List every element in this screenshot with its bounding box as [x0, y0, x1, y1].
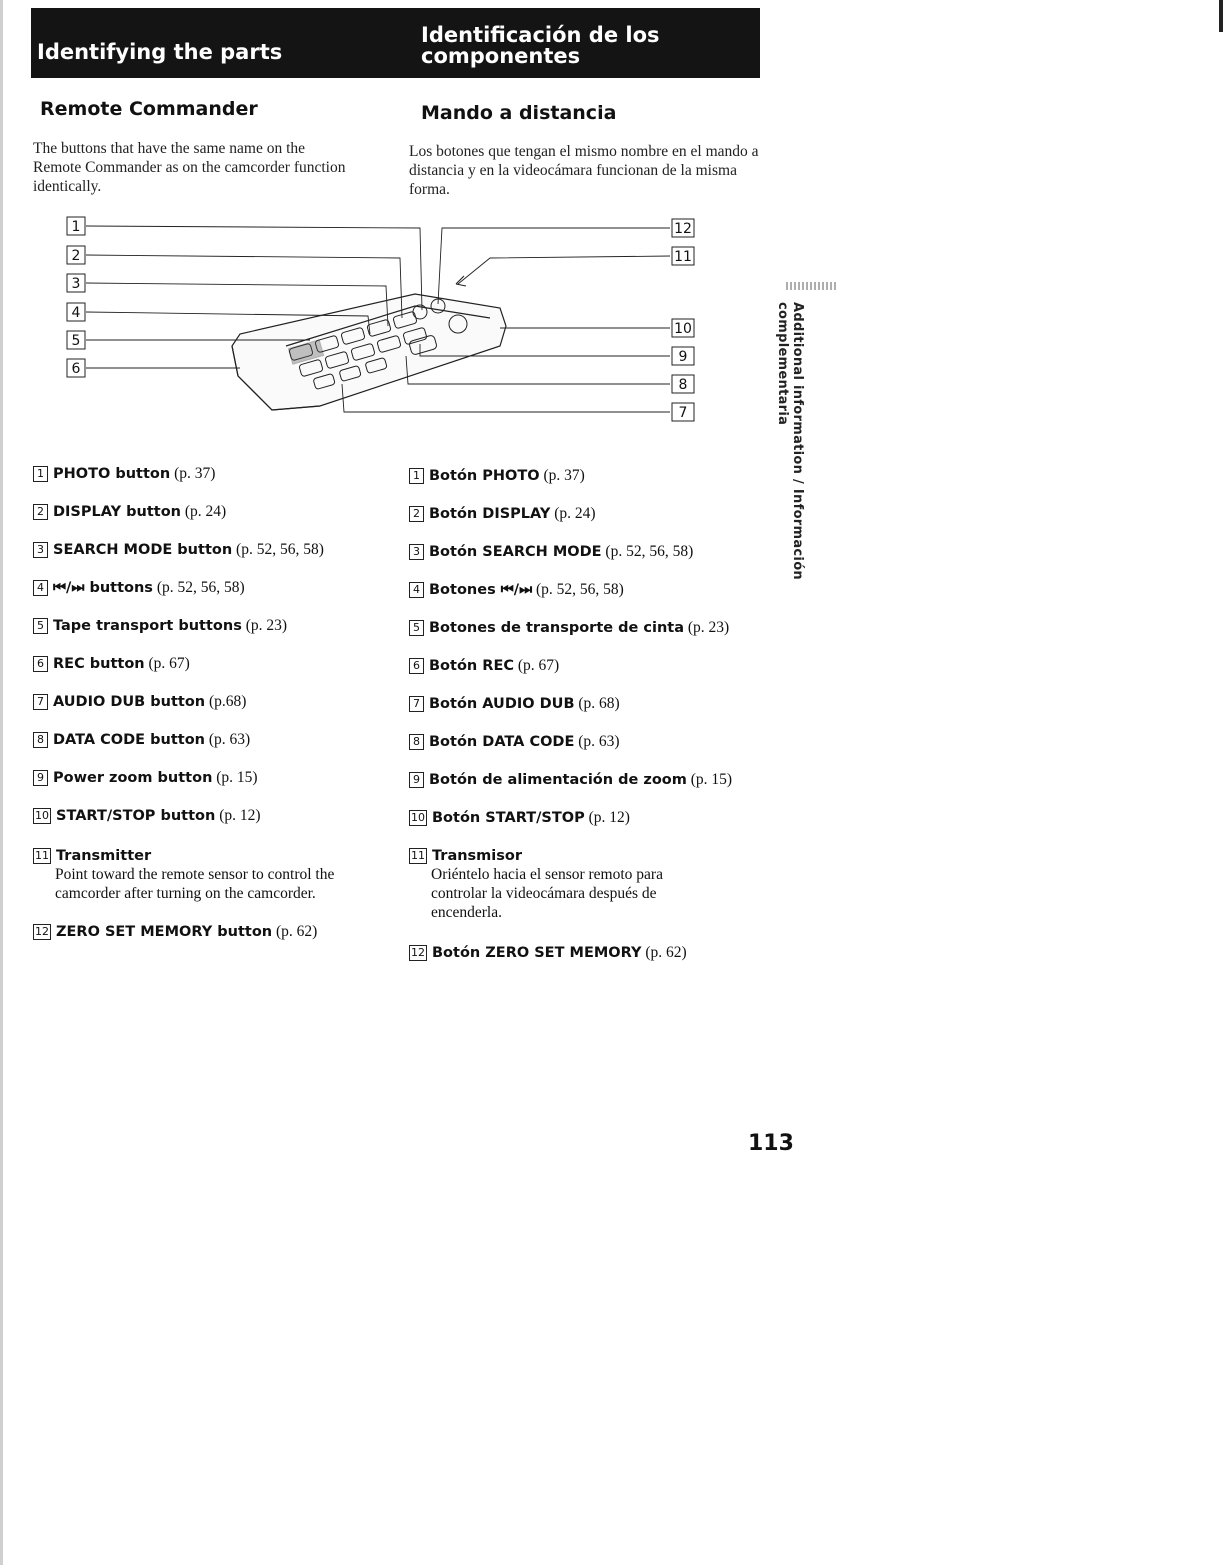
callout-right-11: [672, 247, 694, 265]
item-number: 6: [409, 658, 424, 674]
item-label: Botón DISPLAY: [429, 506, 551, 522]
item-label: DATA CODE button: [53, 732, 205, 748]
item-label: Tape transport buttons: [53, 618, 242, 634]
item-number: 8: [409, 734, 424, 750]
item-number: 3: [409, 544, 424, 560]
item-label: Botón PHOTO: [429, 468, 540, 484]
heading-remote-commander: Remote Commander: [40, 98, 258, 120]
item-number: 11: [35, 849, 49, 862]
item-number: 4: [409, 582, 424, 598]
list-item: [409, 847, 709, 922]
item-label: Botón DATA CODE: [429, 734, 575, 750]
item-number: 10: [411, 811, 425, 824]
list-item: [409, 695, 620, 713]
item-page-ref: (p. 23): [245, 617, 288, 634]
item-page-ref: (p. 23): [687, 619, 730, 636]
callout-left-1: [67, 217, 85, 235]
list-item: [33, 693, 246, 711]
item-number: 4: [33, 580, 48, 596]
item-number: 1: [33, 466, 48, 482]
item-label: Botón ZERO SET MEMORY: [432, 945, 642, 961]
callout-left-4: [67, 303, 85, 321]
item-page-ref: (p.68): [209, 693, 247, 710]
callout-left-2-label: 2: [71, 248, 81, 264]
item-page-ref: (p. 67): [517, 657, 560, 674]
list-item: [409, 543, 693, 561]
item-number: 5: [409, 620, 424, 636]
item-label: ZERO SET MEMORY button: [56, 924, 273, 940]
list-item: [33, 617, 287, 635]
list-item: [409, 771, 732, 789]
list-item: [33, 541, 324, 559]
item-page-ref: (p. 62): [645, 944, 687, 961]
item-number: 3: [33, 542, 48, 558]
callout-left-2: [67, 246, 85, 264]
crop-mark: [1219, 0, 1223, 32]
callout-right-12-label: 12: [674, 221, 692, 237]
item-number: 8: [33, 732, 48, 748]
list-item: [409, 467, 585, 485]
item-label: Botones de transporte de cinta: [429, 620, 684, 636]
list-item: [33, 579, 245, 597]
item-number: 12: [411, 946, 425, 959]
item-number: 7: [33, 694, 48, 710]
callout-right-7-label: 7: [678, 405, 688, 421]
item-label: Transmisor: [432, 848, 523, 864]
list-item: [33, 769, 258, 787]
item-page-ref: (p. 52, 56, 58): [156, 579, 245, 596]
callout-left-6-label: 6: [71, 361, 81, 377]
item-page-ref: (p. 63): [208, 731, 251, 748]
side-tab-marker: [786, 282, 838, 290]
list-item: [33, 655, 190, 673]
item-label: Botones ⏮/⏭: [429, 582, 533, 598]
item-number: 9: [33, 770, 48, 786]
side-section-tab: Additional information / Información complementaria: [775, 302, 805, 580]
item-number: 2: [33, 504, 48, 520]
item-label: Botón START/STOP: [432, 810, 585, 826]
list-item: [409, 733, 620, 751]
item-label: SEARCH MODE button: [53, 542, 233, 558]
callout-right-8-label: 8: [678, 377, 688, 393]
callout-left-1-label: 1: [71, 219, 81, 235]
item-label: START/STOP button: [56, 808, 216, 824]
item-label: Power zoom button: [53, 770, 213, 786]
page-number: 113: [748, 1131, 794, 1156]
item-label: AUDIO DUB button: [53, 694, 206, 710]
header-title-english: Identifying the parts: [37, 40, 283, 64]
header-title-spanish: Identificación de los componentes: [421, 23, 660, 68]
list-item: [409, 619, 729, 637]
item-number: 5: [33, 618, 48, 634]
list-item: [409, 944, 687, 962]
item-description: Point toward the remote sensor to control the camcorder after turning on the camcorder.: [55, 866, 335, 902]
item-label: Botón de alimentación de zoom: [429, 772, 687, 788]
page-edge: [0, 0, 3, 1565]
item-page-ref: (p. 52, 56, 58): [605, 543, 694, 560]
item-number: 11: [411, 849, 425, 862]
item-number: 1: [409, 468, 424, 484]
item-page-ref: (p. 15): [216, 769, 258, 786]
heading-mando-a-distancia: Mando a distancia: [421, 102, 617, 124]
item-page-ref: (p. 68): [578, 695, 620, 712]
item-number: 12: [35, 925, 49, 938]
list-item: [409, 581, 624, 599]
intro-spanish: Los botones que tengan el mismo nombre en el mando a distancia y en la videocámara funcionan de la misma forma.: [409, 143, 759, 198]
item-page-ref: (p. 67): [148, 655, 190, 672]
item-page-ref: (p. 52, 56, 58): [536, 581, 624, 598]
item-label: PHOTO button: [53, 466, 171, 482]
remote-commander-diagram: [60, 206, 710, 436]
callout-left-3: [67, 274, 85, 292]
callout-right-10: [672, 319, 694, 337]
item-number: 7: [409, 696, 424, 712]
item-number: 6: [33, 656, 48, 672]
item-label: Botón AUDIO DUB: [429, 696, 575, 712]
item-page-ref: (p. 24): [554, 505, 596, 522]
callout-right-12: [672, 219, 694, 237]
item-label: DISPLAY button: [53, 504, 181, 520]
list-item: [33, 923, 317, 941]
callout-right-7: [672, 403, 694, 421]
item-label: Transmitter: [56, 848, 152, 864]
callout-right-9-label: 9: [678, 349, 688, 365]
item-number: 9: [409, 772, 424, 788]
list-item: [33, 731, 250, 749]
item-page-ref: (p. 62): [275, 923, 318, 940]
callout-left-4-label: 4: [71, 305, 81, 321]
callout-left-5-label: 5: [71, 333, 81, 349]
item-page-ref: (p. 12): [219, 807, 261, 824]
callout-left-6: [67, 359, 85, 377]
list-item: [409, 505, 596, 523]
item-page-ref: (p. 15): [690, 771, 733, 788]
list-item: [33, 465, 215, 483]
callout-right-10-label: 10: [674, 321, 692, 337]
item-page-ref: (p. 12): [588, 809, 630, 826]
intro-english: The buttons that have the same name on the Remote Commander as on the camcorder function identically.: [33, 140, 346, 195]
item-description: Oriéntelo hacia el sensor remoto para controlar la videocámara después de encenderla.: [431, 866, 663, 921]
item-label: REC button: [53, 656, 145, 672]
item-label: ⏮/⏭ buttons: [53, 580, 153, 596]
list-item: [33, 503, 226, 521]
callout-right-8: [672, 375, 694, 393]
item-page-ref: (p. 37): [174, 465, 216, 482]
item-page-ref: (p. 24): [184, 503, 227, 520]
item-page-ref: (p. 52, 56, 58): [236, 541, 324, 558]
item-label: Botón REC: [429, 658, 514, 674]
item-number: 2: [409, 506, 424, 522]
list-item: [33, 847, 378, 903]
callout-left-5: [67, 331, 85, 349]
list-item: [33, 807, 261, 825]
callout-right-11-label: 11: [674, 249, 692, 265]
list-item: [409, 809, 630, 827]
callout-left-3-label: 3: [71, 276, 81, 292]
item-page-ref: (p. 63): [578, 733, 620, 750]
item-number: 10: [35, 809, 49, 822]
list-item: [409, 657, 559, 675]
item-page-ref: (p. 37): [543, 467, 585, 484]
item-label: Botón SEARCH MODE: [429, 544, 602, 560]
callout-right-9: [672, 347, 694, 365]
header-bar: [31, 8, 760, 78]
